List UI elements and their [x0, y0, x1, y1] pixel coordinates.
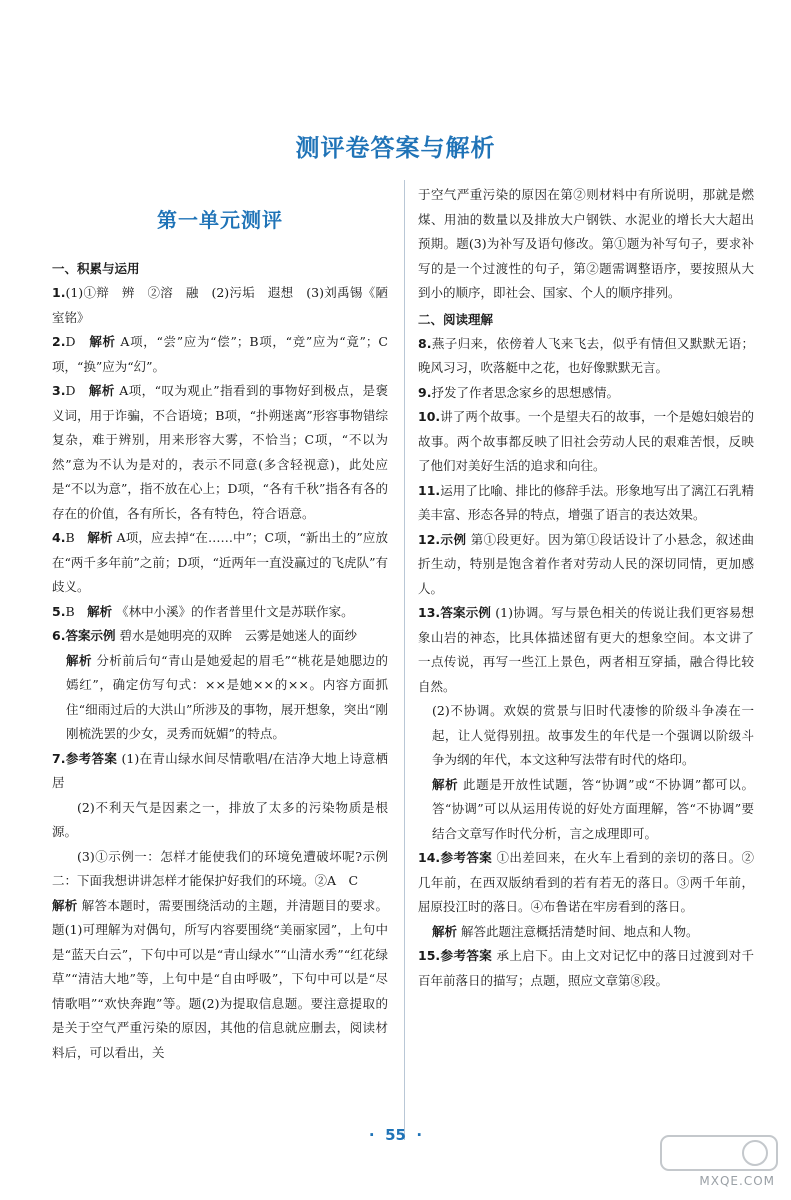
- answer-q2: [52, 330, 388, 379]
- analysis-q13: [418, 773, 754, 847]
- analysis-text: A项，“尝”应为“偿”；B项，“竞”应为“竟”；C项，“换”应为“幻”。: [52, 334, 388, 374]
- section-heading-2: 二、阅读理解: [418, 311, 494, 327]
- analysis-tag: 解析: [87, 530, 113, 545]
- page-number-value: 55: [385, 1126, 406, 1144]
- answer-q3: [52, 379, 388, 526]
- analysis-tag: 解析: [432, 923, 458, 939]
- question-number: 4.: [52, 530, 66, 545]
- answer-q6: [52, 624, 388, 649]
- answer-text: 承上启下。由上文对记忆中的落日过渡到对千百年前落日的描写；点题，照应文章第⑧段。: [418, 948, 754, 988]
- answer-text: 运用了比喻、排比的修辞手法。形象地写出了漓江石乳精美丰富、形态各异的特点，增强了语言的表达效果。: [418, 482, 754, 522]
- question-number: 10.: [418, 409, 441, 424]
- answer-choice: D: [65, 334, 90, 349]
- answer-tag: 参考答案: [65, 750, 118, 766]
- analysis-q6: [52, 649, 388, 747]
- answer-q4: [52, 526, 388, 600]
- answer-choice: B: [65, 603, 88, 619]
- answer-q7-part2: (2)不利天气是因素之一，排放了太多的污染物质是根源。: [52, 799, 388, 839]
- question-number: 8.: [418, 335, 432, 351]
- question-number: 11.: [418, 482, 441, 498]
- analysis-text: 分析前后句“青山是她爱起的眉毛”“桃花是她腮边的嫣红”，确定仿写句式：××是她××的××。内容方面抓住“细雨过后的大洪山”所涉及的事物，展开想象，突出“刚刚梳洗罢的少女，灵秀而妩媚”的特点。: [66, 652, 388, 741]
- analysis-q7-continued: 于空气严重污染的原因在第②则材料中有所说明，那就是燃煤、用油的数量以及排放大户钢铁、水泥业的增长大大超出预期。题(3)为补写及语句修改。第①题为补写句子，要求补写的是一个过渡性的句子，第②题需调整语序，要按照从大到小的顺序，即社会、国家、个人的顺序排列。: [418, 187, 754, 300]
- answer-q7: [52, 747, 388, 796]
- answer-text: 碧水是她明亮的双眸 云雾是她迷人的面纱: [115, 628, 357, 643]
- analysis-tag: 解析: [88, 383, 115, 398]
- analysis-tag: 解析: [432, 776, 459, 792]
- analysis-text: 解答此题注意概括清楚时间、地点和人物。: [457, 923, 699, 939]
- question-number: 9.: [418, 384, 432, 400]
- analysis-text: 《林中小溪》的作者普里什文是苏联作家。: [112, 603, 354, 619]
- question-number: 1.: [52, 285, 66, 300]
- question-number: 6.: [52, 628, 66, 643]
- question-number: 12.: [418, 531, 441, 547]
- answer-text: (1)①辩 辨 ②溶 融 (2)污垢 遐想 (3)刘禹锡《陋室铭》: [52, 285, 388, 325]
- answer-tag: 示例: [440, 531, 467, 547]
- answer-text: 抒发了作者思念家乡的思想感情。: [431, 384, 619, 400]
- question-number: 13.: [418, 605, 441, 620]
- question-number: 15.: [418, 948, 441, 963]
- answer-text: 讲了两个故事。一个是望夫石的故事，一个是媳妇娘岩的故事。两个故事都反映了旧社会劳动人民的艰难苦恨，反映了他们对美好生活的追求和向往。: [418, 409, 754, 473]
- analysis-text: 解答本题时，需要围绕活动的主题，并清题目的要求。题(1)可理解为对偶句，所写内容要围绕“美丽家园”，上句中是“蓝天白云”，下句中可以是“青山绿水”“山清水秀”“红花绿草”“清洁大地”等，上句中是“自由呼吸”，下句中可以是“尽情歌唱”“欢快奔跑”等。题(2)为提取信息题。要注意提取的是关于空气严重污染的原因，其他的信息就应删去，阅读材料后，可以看出，关: [52, 897, 388, 1060]
- answer-q9: [418, 381, 754, 406]
- answer-q5: [52, 600, 388, 625]
- question-number: 2.: [52, 334, 66, 349]
- analysis-tag: 解析: [89, 334, 116, 349]
- analysis-tag: 解析: [66, 652, 92, 668]
- answer-q15: [418, 944, 754, 993]
- column-divider: [404, 180, 405, 1140]
- page-number: · 55 ·: [368, 1126, 423, 1144]
- answer-text: ①出差回来，在火车上看到的亲切的落日。②几年前，在西双版纳看到的若有若无的落日。③两千年前，屈原投江时的落日。④布鲁诺在牢房看到的落日。: [418, 850, 754, 914]
- analysis-text: A项，“叹为观止”指看到的事物好到极点，是褒义词，用于诈骗，不合语境；B项，“扑朔迷离”形容事物错综复杂，难于辨别，用来形容大雾，不恰当；C项，“不以为然”意为不认为是对的，表示不同意(多含轻视意)，此处应是“不以为意”，指不放在心上；D项，“各有千秋”指各有各的存在的价值，各有所长，各有特色，符合语意。: [52, 383, 388, 521]
- answer-q8: [418, 332, 754, 381]
- question-number: 7.: [52, 750, 66, 766]
- analysis-q14: [418, 920, 754, 945]
- answer-q14: [418, 846, 754, 920]
- question-number: 5.: [52, 603, 66, 619]
- left-column: [52, 196, 388, 1065]
- section-heading-1: 一、积累与运用: [52, 261, 140, 276]
- analysis-text: A项，应去掉“在……中”；C项，“新出土的”应放在“两千多年前”之前；D项，“近两年一直没赢过的飞虎队”有歧义。: [52, 530, 388, 594]
- watermark-text: MXQE.COM: [699, 1174, 775, 1188]
- answer-tag: 参考答案: [440, 948, 493, 963]
- answer-q13: [418, 601, 754, 699]
- answer-q11: [418, 479, 754, 528]
- answer-tag: 答案示例: [65, 628, 116, 643]
- right-column: [418, 183, 754, 993]
- answer-q10: [418, 405, 754, 479]
- answer-text: (1)在青山绿水间尽情歌唱/在洁净大地上诗意栖居: [52, 750, 388, 790]
- analysis-tag: 解析: [87, 603, 113, 619]
- question-number: 3.: [52, 383, 66, 398]
- answer-q7-part3: (3)①示例一：怎样才能使我们的环境免遭破坏呢?示例二：下面我想讲讲怎样才能保护好我们的环境。②A C: [52, 848, 388, 888]
- analysis-tag: 解析: [52, 897, 78, 913]
- unit-title: 第一单元测评: [157, 208, 283, 232]
- answer-q13-part2: (2)不协调。欢娱的赏景与旧时代凄惨的阶级斗争凑在一起，让人觉得别扭。故事发生的年代是一个强调以阶级斗争为纲的年代，本文这种写法带有时代的烙印。: [432, 703, 754, 767]
- answer-tag: 答案示例: [440, 605, 492, 620]
- answer-text: 第①段更好。因为第①段话设计了小悬念，叙述曲折生动，特别是饱含着作者对劳动人民的深切同情，更加感人。: [418, 531, 754, 596]
- page-title: 测评卷答案与解析: [295, 134, 496, 162]
- answer-text: 燕子归来，依傍着人飞来飞去，似乎有情但又默默无语；晚风习习，吹落艇中之花，也好像默默无言。: [418, 335, 754, 375]
- answer-q12: [418, 528, 754, 602]
- analysis-q7: [52, 894, 388, 1066]
- answer-choice: B: [65, 530, 88, 545]
- question-number: 14.: [418, 850, 441, 865]
- answer-choice: D: [65, 383, 89, 398]
- answer-text: (1)协调。写与景色相关的传说让我们更容易想象山岩的神态，比具体描述留有更大的想象空间。本文讲了一点传说，再写一些江上景色，两者相互穿插，融合得比较自然。: [418, 605, 754, 694]
- answer-tag: 参考答案: [440, 850, 493, 865]
- analysis-text: 此题是开放性试题，答“协调”或“不协调”都可以。答“协调”可以从运用传说的好处方面理解，答“不协调”要结合文章写作时代分析，言之成理即可。: [432, 776, 754, 841]
- answer-q1: [52, 281, 388, 330]
